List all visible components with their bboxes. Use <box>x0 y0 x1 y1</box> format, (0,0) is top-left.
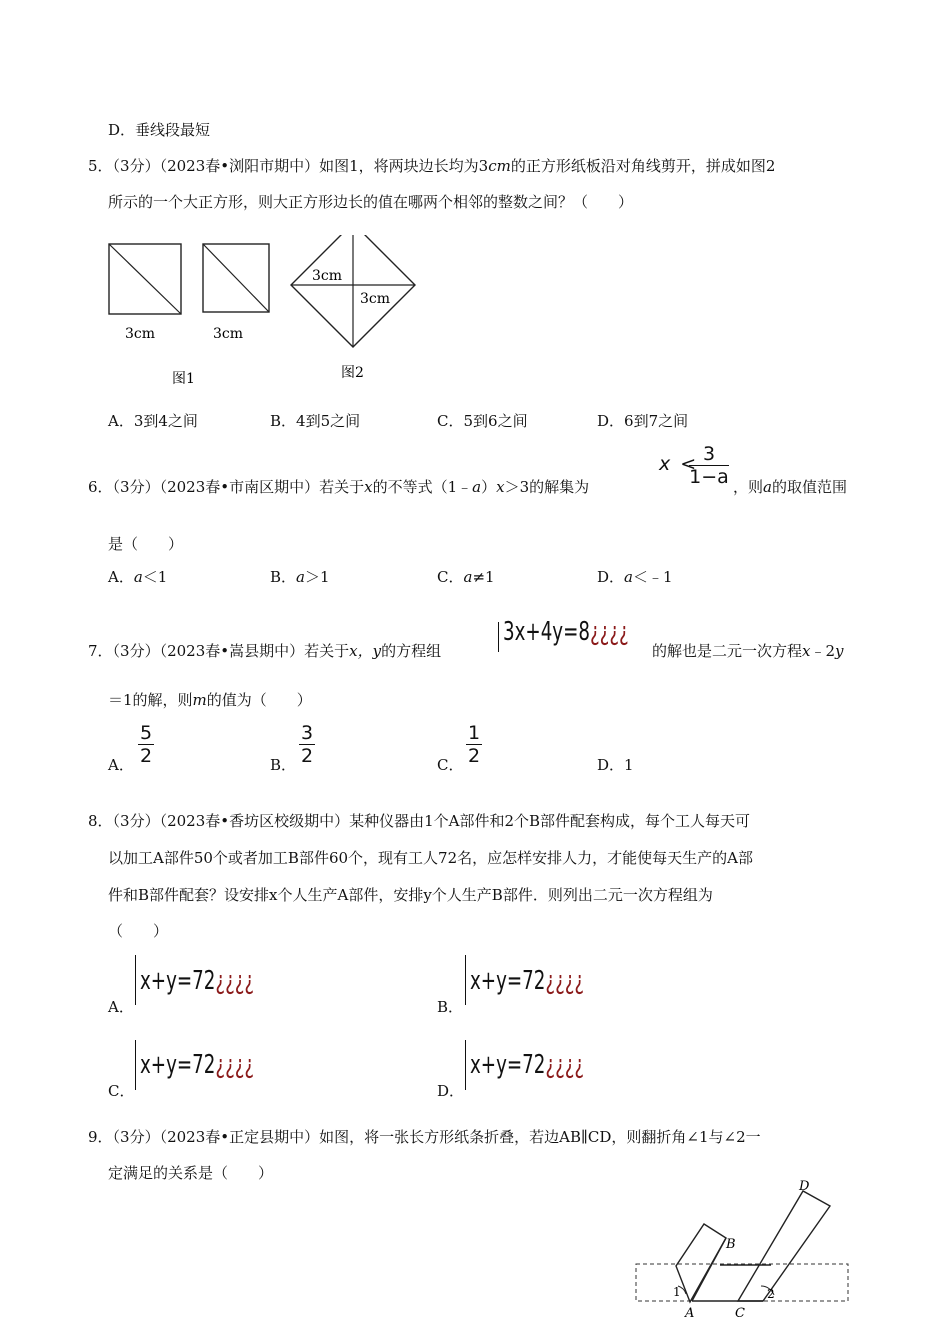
q5-stem-line2: 所示的一个大正方形，则大正方形边长的值在哪两个相邻的整数之间？（ ） <box>108 193 634 211</box>
q5-option-c[interactable]: C．5到6之间 <box>437 412 528 430</box>
q8-option-d-label[interactable]: D． <box>437 1082 465 1100</box>
q7-option-a-fraction[interactable]: 5 2 <box>139 722 153 767</box>
q7-equation-system: 3x+4y=8¿¿¿¿ <box>503 617 629 647</box>
q6-option-b[interactable]: B．a＞1 <box>270 568 330 586</box>
q8-stem-line3: 件和B部件配套？设安排x个人生产A部件，安排y个人生产B部件．则列出二元一次方程组为 <box>108 886 713 904</box>
q5-figure <box>100 235 440 385</box>
q6-inequality: x < <box>659 453 697 475</box>
q7-stem-line1-tail: 的解也是二元一次方程x﹣2y <box>652 642 844 660</box>
edge-ab <box>692 1238 726 1301</box>
q7-option-a-label[interactable]: A． <box>108 756 134 774</box>
q8-option-c-system[interactable]: x+y=72¿¿¿¿ <box>140 1050 255 1080</box>
q8-stem-line2: 以加工A部件50个或者加工B部件60个，现有工人72名，应怎样安排人力，才能使每天生产的A部 <box>108 849 753 867</box>
q7-option-c-label[interactable]: C． <box>437 756 464 774</box>
fig2-label-upper: 3cm <box>312 268 343 284</box>
fig2-caption: 图2 <box>341 365 364 381</box>
fig2-label-lower: 3cm <box>360 291 391 307</box>
q8-stem-line4: （ ） <box>108 922 169 940</box>
q8-option-d-system[interactable]: x+y=72¿¿¿¿ <box>470 1050 585 1080</box>
q8-option-b-label[interactable]: B． <box>437 998 464 1016</box>
fig1-diagonal-left <box>109 244 181 314</box>
q4-option-d: D．垂线段最短 <box>108 121 211 139</box>
fig1-label-right: 3cm <box>213 326 244 342</box>
q7-system-brace <box>498 622 499 652</box>
q7-option-c-fraction[interactable]: 1 2 <box>467 722 481 767</box>
folded-flap-left <box>676 1224 726 1302</box>
point-c-label: C <box>735 1306 745 1321</box>
q6-option-c[interactable]: C．a≠1 <box>437 568 495 586</box>
q8-option-d-brace <box>465 1040 466 1090</box>
q6-stem-line1: 6．（3分）（2023春•市南区期中）若关于x的不等式（1﹣a）x＞3的解集为 <box>88 478 590 496</box>
fig1-caption: 图1 <box>172 371 195 385</box>
q7-option-b-label[interactable]: B． <box>270 756 297 774</box>
q8-option-b-brace <box>465 955 466 1005</box>
q7-stem-line2: ＝1的解，则m的值为（ ） <box>108 691 312 709</box>
q6-fraction: 3 1−a <box>689 443 729 488</box>
q5-option-b[interactable]: B．4到5之间 <box>270 412 361 430</box>
q9-stem-line2: 定满足的关系是（ ） <box>108 1164 274 1182</box>
angle-1-label: 1 <box>673 1285 681 1299</box>
q8-option-a-label[interactable]: A． <box>108 998 134 1016</box>
q7-option-b-fraction[interactable]: 3 2 <box>300 722 314 767</box>
q8-option-b-system[interactable]: x+y=72¿¿¿¿ <box>470 966 585 996</box>
q9-stem-line1: 9．（3分）（2023春•正定县期中）如图，将一张长方形纸条折叠，若边AB∥CD，则翻折角∠1与∠2一 <box>88 1128 761 1146</box>
q9-figure <box>630 1176 855 1344</box>
q8-option-c-brace <box>135 1040 136 1090</box>
angle-2-label: 2 <box>767 1287 775 1301</box>
q7-option-d[interactable]: D．1 <box>597 756 634 774</box>
q5-option-d[interactable]: D．6到7之间 <box>597 412 689 430</box>
q8-option-c-label[interactable]: C． <box>108 1082 135 1100</box>
q6-stem-line1-tail: ，则a的取值范围 <box>733 478 847 496</box>
q6-option-a[interactable]: A．a＜1 <box>108 568 168 586</box>
q6-stem-line2: 是（ ） <box>108 535 184 553</box>
q8-option-a-system[interactable]: x+y=72¿¿¿¿ <box>140 966 255 996</box>
point-b-label: B <box>726 1237 736 1252</box>
q5-stem-line1: 5．（3分）（2023春•浏阳市期中）如图1，将两块边长均为3cm的正方形纸板沿对角线剪开，拼成如图2 <box>88 157 776 175</box>
point-d-label: D <box>799 1179 810 1194</box>
fig1-label-left: 3cm <box>125 326 156 342</box>
fig1-diagonal-right <box>203 244 269 312</box>
point-a-label: A <box>685 1306 695 1321</box>
q7-stem-line1: 7．（3分）（2023春•嵩县期中）若关于x，y的方程组 <box>88 642 442 660</box>
q5-option-a[interactable]: A．3到4之间 <box>108 412 198 430</box>
q6-option-d[interactable]: D．a＜﹣1 <box>597 568 673 586</box>
folded-flap-right <box>738 1191 830 1301</box>
q8-stem-line1: 8．（3分）（2023春•香坊区校级期中）某种仪器由1个A部件和2个B部件配套构成，每个工人每天可 <box>88 812 751 830</box>
q8-option-a-brace <box>135 955 136 1005</box>
